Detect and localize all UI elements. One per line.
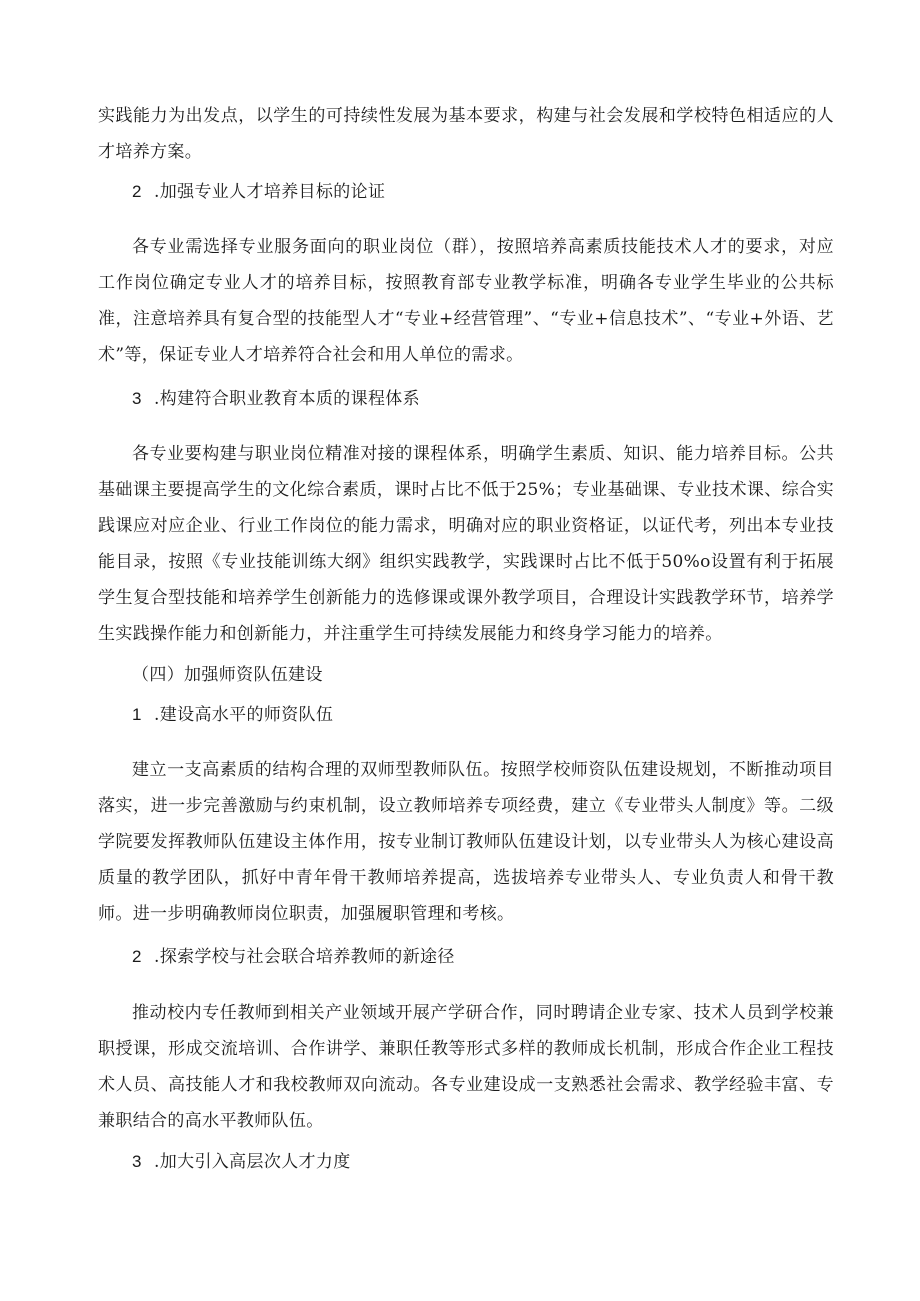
heading-2-joint-training (132, 939, 455, 975)
heading-text: .构建符合职业教育本质的课程体系 (154, 389, 421, 409)
section-heading-faculty: （四）加强师资队伍建设 (132, 665, 323, 685)
heading-text: .建设高水平的师资队伍 (154, 705, 334, 725)
heading-number: 2 (132, 182, 142, 201)
paragraph-talent-goal: 各专业需选择专业服务面向的职业岗位（群），按照培养高素质技能技术人才的要求，对应工作岗位确定专业人才的培养目标，按照教育部专业教学标准，明确各专业学生毕业的公共标准，注意培养具有复合型的技能型人才“专业+经营管理”、“专业+信息技术”、“专业+外语、艺术”等，保证专业人才培养符合社会和用人单位的需求。 (98, 237, 834, 365)
heading-1-high-level-faculty (132, 697, 333, 733)
heading-number: 2 (132, 947, 142, 966)
paragraph-talent-plan-end: 实践能力为出发点，以学生的可持续性发展为基本要求，构建与社会发展和学校特色相适应的人才培养方案。 (98, 106, 834, 162)
heading-number: 1 (132, 705, 142, 724)
heading-2-talent-goal (132, 174, 385, 210)
heading-number: 3 (132, 389, 142, 408)
heading-text: .加大引入高层次人才力度 (154, 1152, 351, 1172)
paragraph-curriculum: 各专业要构建与职业岗位精准对接的课程体系，明确学生素质、知识、能力培养目标。公共基础课主要提高学生的文化综合素质，课时占比不低于25%；专业基础课、专业技术课、综合实践课应对应企业、行业工作岗位的能力需求，明确对应的职业资格证，以证代考，列出本专业技能目录，按照《专业技能训练大纲》组织实践教学，实践课时占比不低于50%o设置有利于拓展学生复合型技能和培养学生创新能力的选修课或课外教学项目，合理设计实践教学环节，培养学生实践操作能力和创新能力，并注重学生可持续发展能力和终身学习能力的培养。 (98, 444, 834, 644)
heading-3-talent-introduction (132, 1144, 351, 1180)
paragraph-joint-training: 推动校内专任教师到相关产业领域开展产学研合作，同时聘请企业专家、技术人员到学校兼职授课，形成交流培训、合作讲学、兼职任教等形式多样的教师成长机制，形成合作企业工程技术人员、高技能人才和我校教师双向流动。各专业建设成一支熟悉社会需求、教学经验丰富、专兼职结合的高水平教师队伍。 (98, 1003, 834, 1131)
heading-text: .探索学校与社会联合培养教师的新途径 (154, 947, 455, 967)
heading-3-curriculum (132, 381, 420, 417)
heading-text: .加强专业人才培养目标的论证 (154, 182, 386, 202)
heading-number: 3 (132, 1152, 142, 1171)
paragraph-faculty-team: 建立一支高素质的结构合理的双师型教师队伍。按照学校师资队伍建设规划，不断推动项目落实，进一步完善激励与约束机制，设立教师培养专项经费，建立《专业带头人制度》等。二级学院要发挥教师队伍建设主体作用，按专业制订教师队伍建设计划，以专业带头人为核心建设高质量的教学团队，抓好中青年骨干教师培养提高，选拔培养专业带头人、专业负责人和骨干教师。进一步明确教师岗位职责，加强履职管理和考核。 (98, 760, 834, 924)
